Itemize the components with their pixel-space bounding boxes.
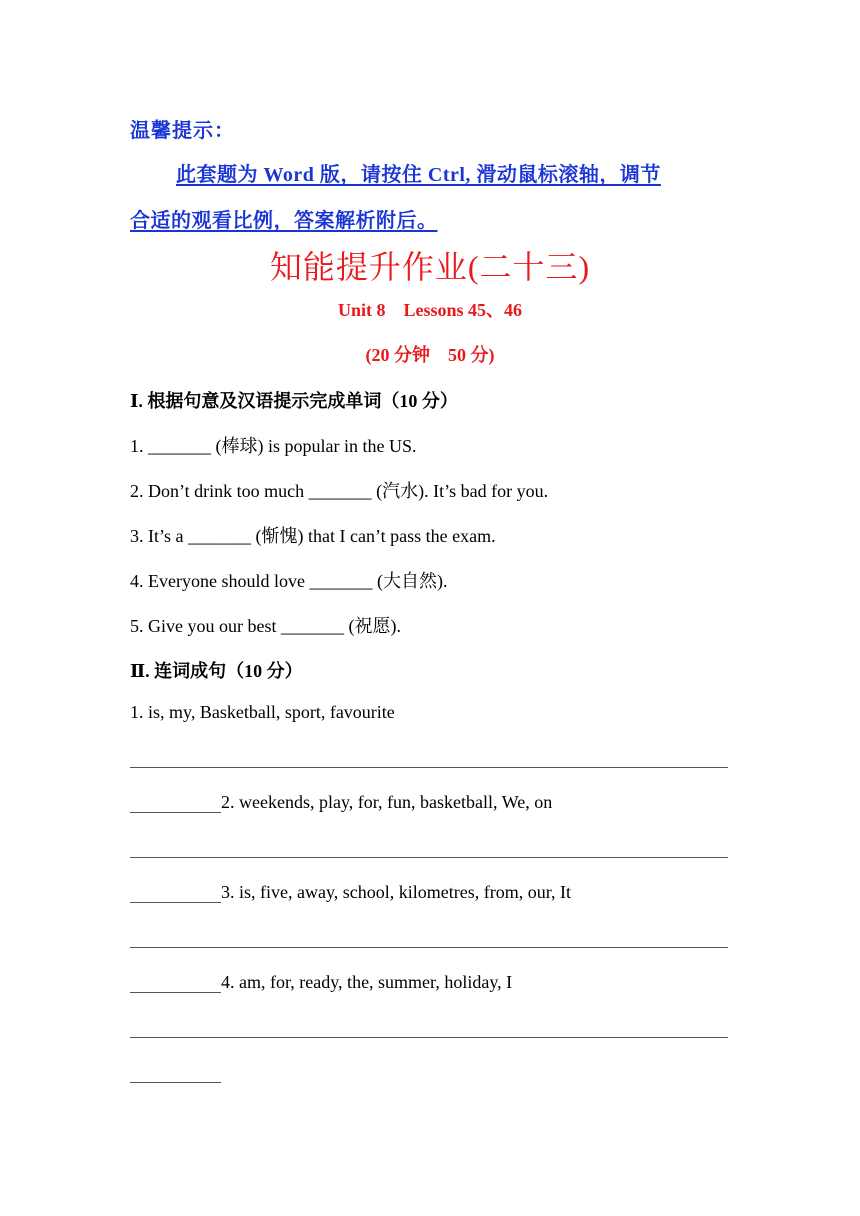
section-1-item-3: 3. It’s a _______ (惭愧) that I can’t pass the exam. [130, 526, 496, 546]
section-2-heading: Ⅱ. 连词成句（10 分） [130, 661, 303, 681]
section-1-item-5: 5. Give you our best _______ (祝愿). [130, 616, 401, 636]
section-2-item-2: 2. weekends, play, for, fun, basketball, We, on [221, 792, 553, 812]
answer-line-4-end [130, 1082, 221, 1083]
section-1-item-1: 1. _______ (棒球) is popular in the US. [130, 436, 417, 456]
answer-line-2 [130, 857, 728, 858]
tip-line-2: 合适的观看比例，答案解析附后。 [130, 210, 438, 232]
answer-line-1-end [130, 812, 221, 813]
section-2-item-1: 1. is, my, Basketball, sport, favourite [130, 702, 395, 722]
page-title: 知能提升作业(二十三) [269, 249, 591, 285]
section-1-item-4: 4. Everyone should love _______ (大自然). [130, 571, 448, 591]
answer-line-3 [130, 947, 728, 948]
tip-line-1: 此套题为 Word 版，请按住 Ctrl, 滑动鼠标滚轴，调节 [176, 164, 661, 186]
answer-line-2-end [130, 902, 221, 903]
section-2-item-4: 4. am, for, ready, the, summer, holiday, I [221, 972, 513, 992]
section-2-item-3: 3. is, five, away, school, kilometres, from, our, It [221, 882, 572, 902]
tip-label: 温馨提示： [130, 120, 235, 142]
section-1-heading: Ⅰ. 根据句意及汉语提示完成单词（10 分） [130, 391, 458, 411]
unit-subtitle: Unit 8 Lessons 45、46 [337, 300, 523, 320]
answer-line-4 [130, 1037, 728, 1038]
section-1-item-2: 2. Don’t drink too much _______ (汽水). It’s bad for you. [130, 481, 549, 501]
answer-line-3-end [130, 992, 221, 993]
time-score-info: (20 分钟 50 分) [365, 345, 495, 365]
answer-line-1 [130, 767, 728, 768]
